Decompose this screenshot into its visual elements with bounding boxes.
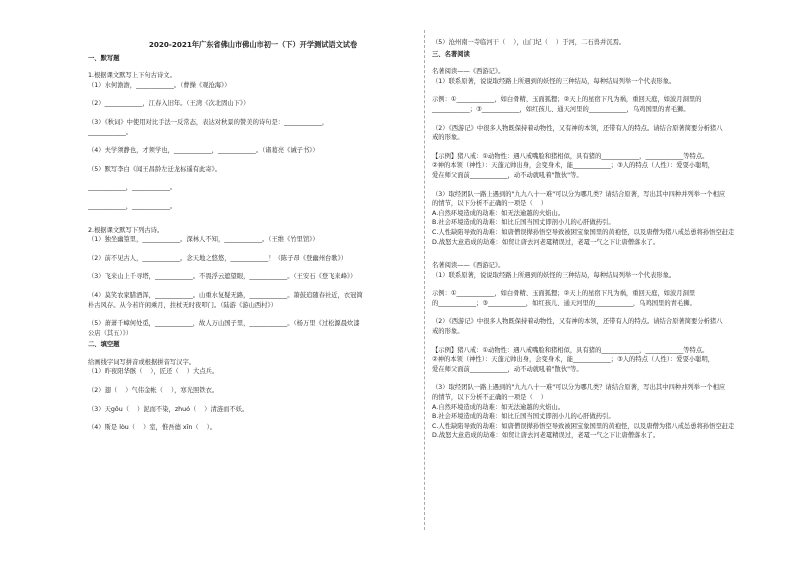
question-intro: 2.根据课文默写下列古诗。: [88, 226, 164, 234]
question-line: （1）独坐幽篁里，____________。深林人不知，____________。（王维《竹里馆》）: [88, 236, 319, 244]
answer-line: ②神的本领（神性）：天蓬元帅出身，会变身术，能____________；③人的特点（人性）：爱耍小聪明，: [432, 162, 715, 170]
question-line: （3）飞来山上千寻塔，____________。不畏浮云遮望眼，____________。（王安石《登飞来峰》）: [88, 273, 357, 281]
answer-line: ②神的本领（神性）：天蓬元帅出身，会变身术，能____________；③人的特点（人性）：爱耍小聪明，: [432, 356, 715, 364]
question-line: （2）____________，江春入旧年。（王湾《次北固山下》）: [88, 100, 250, 108]
question-line: 公店（其五）》）: [88, 329, 133, 337]
option-line: A.自然环境造成的劫难：如无法逾越的火焰山。: [432, 209, 565, 217]
answer-line: 【示例】猪八戒：①动物性：遇八戒嘴脸和猪相似，具有猪的____________，____________等特点。: [432, 152, 709, 160]
option-line: D.战怒大意造成的劫难：如贸让唐去河老鼋精误过，老鼋一气之下让唐僧落水了。: [432, 238, 660, 246]
section-heading: 三、名著阅读: [432, 50, 470, 58]
reading-heading: 名著阅读——《西游记》。: [432, 262, 505, 270]
question-line: （2）前不见古人，____________。念天地之悠悠，____________！（陈子昂《登幽州台歌》）: [88, 254, 348, 262]
question-line: （2）《西游记》中很多人物既保持着动物性，又有神的本领，还带有人的特点。请结合原著简要分析猪八: [432, 124, 723, 132]
question-line: （1）昨夜阳华骸（ ），匠还（ ）大点兵。: [88, 368, 219, 376]
exam-title: 2020-2021年广东省佛山市佛山市初一（下）开学测试语文试卷: [148, 40, 358, 49]
answer-line: 示例：①____________，如白骨精、玉面狐狸；②天上的星宿下凡为祸，重回天庭，如波月洞里的: [432, 96, 702, 104]
option-line: C.人性缺陷导致的劫难：如唐僧误撵孙悟空导致被困宝象国里的黄袍怪，以及唐僧为猪八戒怂恿将孙悟空赶走: [432, 422, 735, 430]
option-line: C.人性缺陷导致的劫难：如唐僧误撵孙悟空导致被困宝象国里的黄袍怪，以及唐僧为猪八戒怂恿将孙悟空赶走: [432, 228, 735, 236]
answer-line: 的____________；③____________，如红孩儿、通天河里的____________，乌鸡国里的青毛狮。: [432, 299, 696, 307]
section-heading: 一、默写题: [88, 54, 120, 62]
option-line: D.战怒大意造成的劫难：如贸让唐去河老鼋精误过，老鼋一气之下让唐僧落水了。: [432, 432, 660, 440]
question-intro: 1.根据课文默写上下句古诗文。: [88, 72, 176, 80]
question-line: ____________。: [88, 128, 133, 136]
option-line: B.社会环境造成的劫难：如比丘国当国丈即剖小儿的心肝做药引。: [432, 413, 615, 421]
question-line: 戒的形象。: [432, 328, 464, 336]
question-line: （1）联系原著，说说取经路上所遇到的妖怪的三种结局，每种结局列举一个代表形象。: [432, 77, 676, 85]
answer-line: 示例：①____________，如白骨精、玉面狐狸；②天上的星宿下凡为祸，重回天庭，如波月洞里: [432, 290, 696, 298]
question-line: （3）取经团队一路上遇到的"九九八十一难"可以分为哪几类？请结合原著，写出其中四种并列举一个相应: [432, 384, 726, 392]
question-line: （3）《秋词》中使用对比手法一反常态，表达对秋景的赞美的诗句是：____________，: [88, 118, 329, 126]
question-line: （1）水何澹澹，____________。（曹操《观沧海》）: [88, 81, 231, 89]
question-line: （1）联系原著，说说取经路上所遇到的妖怪的三种结局，每种结局列举一个代表形象。: [432, 271, 676, 279]
reading-heading: 名著阅读——《西游记》。: [432, 68, 505, 76]
question-line: 的情节，以下分析不正确的一项是（ ）: [432, 200, 548, 208]
answer-line: 【示例】猪八戒：①动物性：遇八戒嘴脸和猪相似，具有猪的____________，____________等特点。: [432, 346, 709, 354]
right-column: [432, 38, 762, 441]
question-line: （3）取经团队一路上遇到的"九九八十一难"可以分为哪几类？请结合原著，写出其中四种并列举一个相应: [432, 190, 726, 198]
question-line: （5）默写李白《闻王昌龄左迁龙标遥有此寄》。: [88, 165, 222, 173]
section-heading: 二、填空题: [88, 341, 120, 349]
question-line: （2）翅（ ）气伟金帐（ ），寒光照铁衣。: [88, 387, 219, 395]
question-line: 朴古风存。从今若许闲乘月，拄杖无时夜叩门。（陆游《游山西村》）: [88, 301, 277, 309]
option-line: A.自然环境造成的劫难：如无法逾越的火焰山。: [432, 403, 565, 411]
question-line: （4）莫笑农家腊酒浑，____________。山重水复疑无路，____________。箫鼓追随春社近，衣冠简: [88, 291, 363, 299]
question-line: 的情节，以下分析不正确的一项是（ ）: [432, 394, 548, 402]
answer-line: ____________；③____________，如红孩儿、通天河里的____________，乌鸡国里的青毛狮。: [432, 105, 690, 113]
question-line: （3）天gōu（ ）泥而不染，zhuó（ ）清涟而不妖。: [88, 405, 249, 413]
question-line: （2）《西游记》中很多人物既保持着动物性，又有神的本领，还带有人的特点。请结合原著简要分析猪八: [432, 318, 723, 326]
question-intro: 给画线字词写拼音或根据拼音写汉字。: [88, 358, 196, 366]
column-divider: [424, 30, 425, 530]
option-line: B.社会环境造成的劫难：如比丘国当国丈即剖小儿的心肝做药引。: [432, 219, 615, 227]
left-column: [88, 40, 418, 433]
question-line: 戒的形象。: [432, 134, 464, 142]
answer-line: 爱在师父面前____________，动不动就吼着"散伙"等。: [432, 171, 583, 179]
question-line: （5）萧萧千嶂何处觅，____________，故人万山国子里，____________。（杨万里《过松源晨炊漆: [88, 320, 360, 328]
question-line: （4）夫学须静也，才须学也，____________，____________。（诸葛亮《诫子书》）: [88, 147, 319, 155]
question-line: （5）沧州南一寺临河干（ ），山门圮（ ）于河，二石兽并沉焉。: [432, 39, 626, 46]
answer-line: ____________，____________。: [88, 202, 177, 210]
answer-line: 爱在师父面前____________，动不动就吼着"散伙"等。: [432, 365, 583, 373]
answer-line: ____________，____________。: [88, 184, 177, 192]
question-line: （4）斯是 lòu（ ）室，惟吾德 xīn（ ）。: [88, 424, 217, 432]
